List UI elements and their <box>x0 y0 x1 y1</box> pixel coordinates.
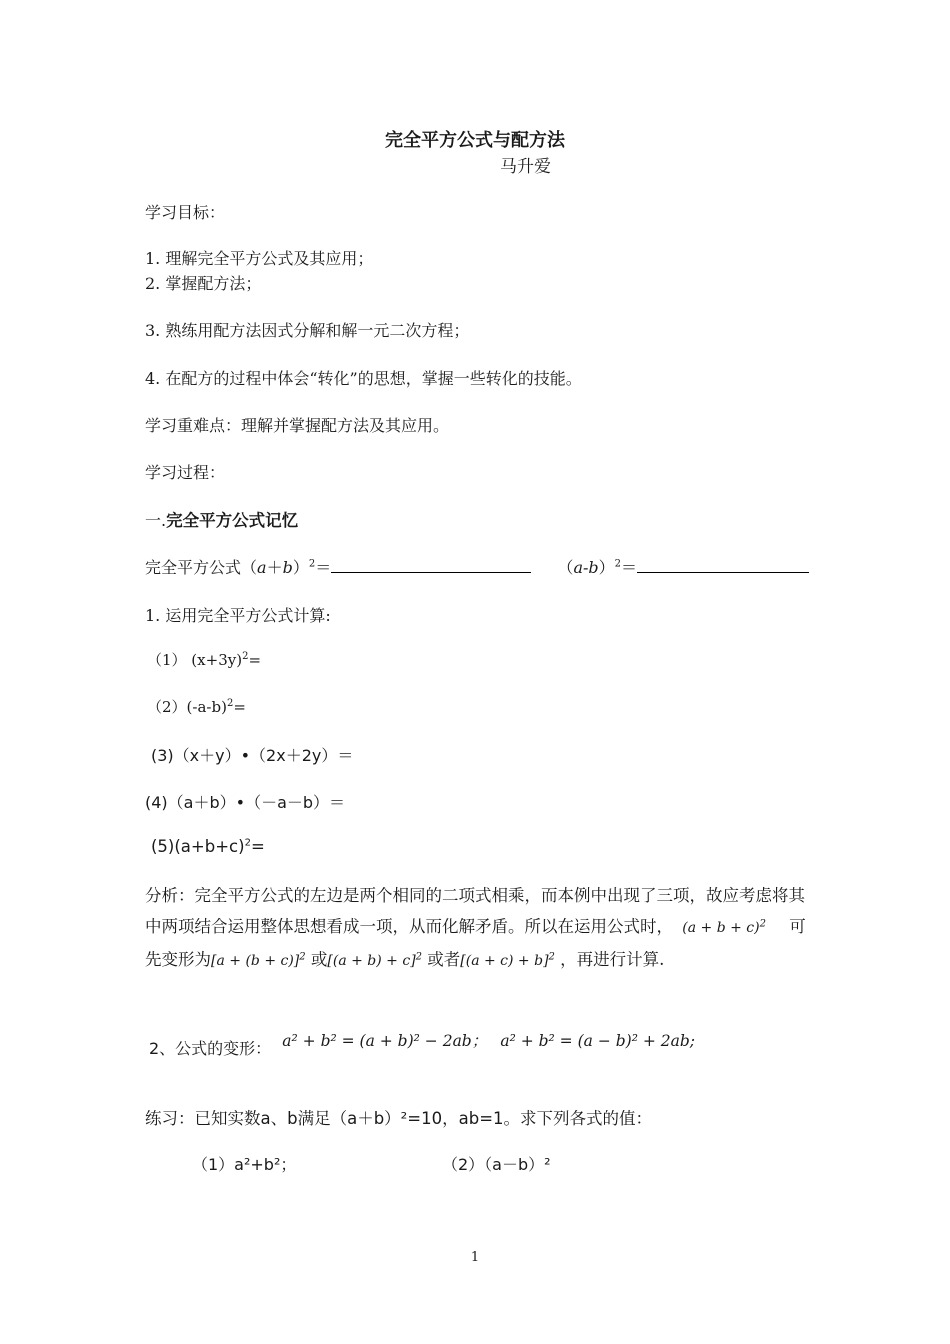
formula2-ab: a-b <box>573 558 599 577</box>
formula-close: ） <box>292 558 309 577</box>
analysis-text-4: 或者 <box>427 950 461 969</box>
exercise-5-sup: 2 <box>244 837 251 849</box>
exercise-5-eq: = <box>250 837 265 856</box>
goal-item-1: 1. 理解完全平方公式及其应用； <box>145 249 374 268</box>
goal-item-2: 2. 掌握配方法； <box>145 274 262 293</box>
transform-formula-2: a² + b² = (a − b)² + 2ab; <box>500 1032 696 1050</box>
blank-fill-1[interactable] <box>331 558 531 573</box>
blank-fill-2[interactable] <box>637 558 809 573</box>
practice-prompt: 练习：已知实数a、b满足（a＋b）²=10，ab=1。求下列各式的值： <box>145 1109 653 1128</box>
formula-b: b <box>282 558 293 577</box>
exercise-2-sup: 2 <box>226 698 234 709</box>
exercise-5 <box>151 837 265 856</box>
analysis-math-1: $(a + b + c)^2$ <box>682 918 766 936</box>
formula-prefix: 完全平方公式（ <box>145 558 258 577</box>
goal-item-4: 4. 在配方的过程中体会“转化”的思想，掌握一些转化的技能。 <box>145 369 582 388</box>
goals-label: 学习目标： <box>145 203 226 222</box>
formula-fill-line <box>145 555 809 578</box>
section-1-heading <box>145 507 298 531</box>
analysis-math-3: $[(a + b) + c]^2$ <box>327 951 423 969</box>
analysis-text-3: 或 <box>310 950 328 969</box>
exercise-1-sup: 2 <box>242 651 249 662</box>
transform-formula-1: a² + b² = (a + b)² − 2ab； <box>282 1032 488 1050</box>
analysis-text-2: 可先变形为 <box>145 917 806 969</box>
practice-item-1: （1）a²+b²； <box>192 1155 297 1174</box>
exercise-1-text: （1） (x+3y) <box>147 651 243 669</box>
exercise-1-eq: = <box>248 651 262 669</box>
goal-item-3: 3. 熟练用配方法因式分解和解一元二次方程； <box>145 321 470 340</box>
formula-transform-line <box>149 1032 696 1059</box>
formula2-eq: ＝ <box>621 558 638 577</box>
formula2-sup: 2 <box>614 558 622 570</box>
key-points: 学习重难点：理解并掌握配方法及其应用。 <box>145 416 450 435</box>
exercise-5-text: (5)(a+b+c) <box>151 837 245 856</box>
document-title: 完全平方公式与配方法 <box>385 130 565 151</box>
transform-label: 2、公式的变形： <box>149 1039 272 1058</box>
exercise-1 <box>147 649 261 670</box>
formula-sup: 2 <box>308 558 316 570</box>
section-1-title: 完全平方公式记忆 <box>166 511 299 530</box>
analysis-math-2: $[a + (b + c)]^2$ <box>211 951 306 969</box>
formula2-open: （ <box>557 558 574 577</box>
practice-item-2: （2）（a－b）² <box>442 1155 551 1174</box>
analysis-text-1: 分析：完全平方公式的左边是两个相同的二项式相乘，而本例中出现了三项，故应考虑将其中两项结合运用整体思想看成一项，从而化解矛盾。所以在运用公式时， <box>145 886 805 936</box>
question-1-label: 1. 运用完全平方公式计算: <box>145 606 331 625</box>
analysis-math-4: $[(a + c) + b]^2$ <box>460 951 555 969</box>
exercise-3: (3)（x＋y）•（2x＋2y）＝ <box>151 746 354 765</box>
exercise-2-text: （2）(-a-b) <box>147 698 227 716</box>
exercise-2 <box>147 696 246 717</box>
formula2-close: ） <box>598 558 615 577</box>
exercise-2-eq: = <box>233 698 246 716</box>
page-number: 1 <box>470 1250 480 1265</box>
exercise-4: (4)（a＋b）•（－a－b）＝ <box>145 793 346 812</box>
formula-plus: ＋ <box>266 558 283 577</box>
analysis-text-5: ，再进行计算. <box>560 950 665 969</box>
author-name: 马升爱 <box>500 157 551 177</box>
formula-a: a <box>257 558 267 577</box>
analysis-paragraph <box>145 880 810 977</box>
formula-eq: ＝ <box>315 558 332 577</box>
section-1-prefix: 一. <box>145 511 167 530</box>
process-label: 学习过程： <box>145 463 226 482</box>
